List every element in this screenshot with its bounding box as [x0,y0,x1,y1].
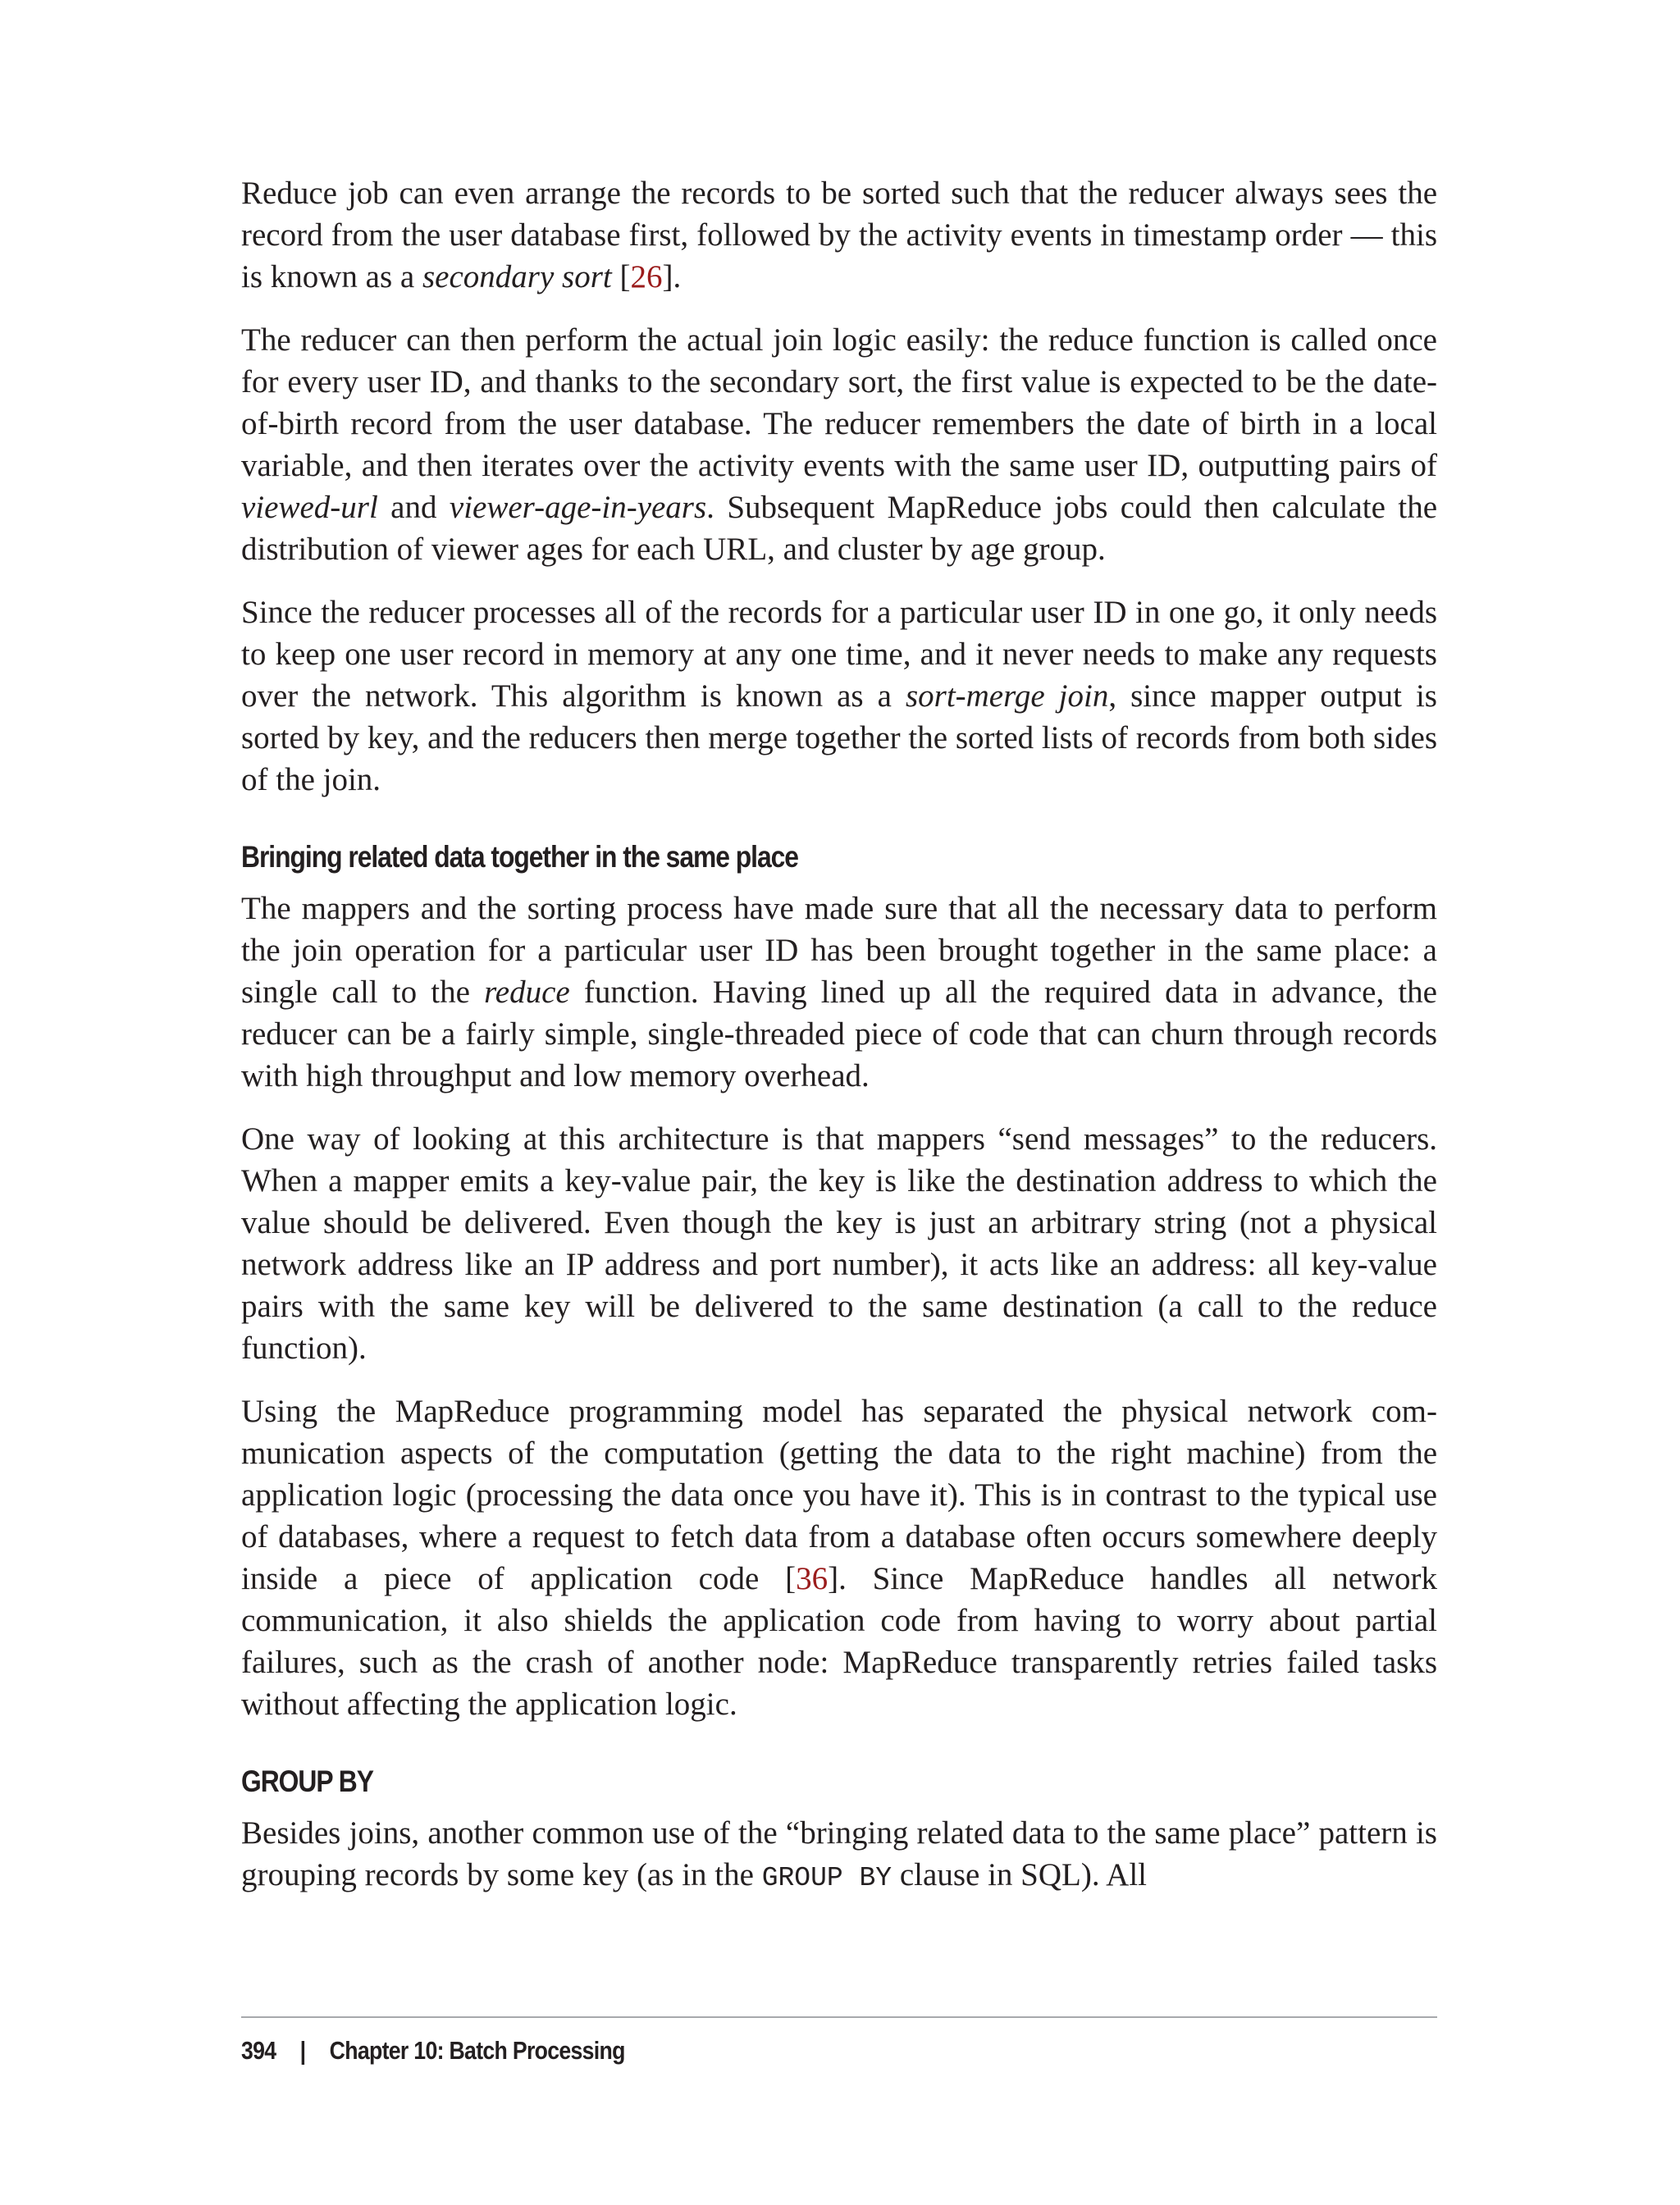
footer-separator: | [299,2036,306,2065]
reference-link-36[interactable]: 36 [796,1561,829,1596]
paragraph-programming-model [241,1390,1437,1725]
text-run: function. Having lined up all the required data in advance, the reducer can be a fairly simple, single-threaded piece of code that can churn through records with high throughput and low memory overhead. [241,975,1437,1093]
section-heading-group-by: GROUP BY [241,1764,373,1798]
term-viewer-age: viewer-age-in-years [449,490,707,525]
footer-line [241,2036,1270,2066]
page-number: 394 [241,2036,276,2065]
text-run: The reducer can then perform the actual join logic easily: the reduce function is called once for every user ID, and thanks to the secondary sort, the first value is expected to be the date-of-birth record from the user database. The reducer remembers the date of birth in a local variable, and then iterates over the activity events with the same user ID, outputting pairs of [241,322,1437,483]
text-run: and [377,490,450,525]
paragraph-grouping [241,1812,1437,1899]
section-heading-bringing-data: Bringing related data together in the same place [241,840,798,874]
paragraph-join-logic [241,319,1437,570]
term-viewed-url: viewed-url [241,490,378,525]
text-run: ]. [662,259,682,294]
text-run: , since mapper output is sorted by key, and the reducers then merge together the sorted lists of records from both sides of the join. [241,678,1437,797]
code-group-by: GROUP BY [761,1863,892,1893]
text-run: ]. Since MapReduce handles all network communication, it also shields the application code from having to worry about partial failures, such as the crash of another node: MapReduce transparently retries failed tasks without affecting the application logic. [241,1561,1437,1722]
page-body [241,172,1437,1920]
text-run: [ [611,259,631,294]
text-run: Using the MapReduce programming model has separated the physical network communication aspects of the computation (getting the data to the right machine) from the application logic (processing the data once you have it). This is in contrast to the typical use of databases, where a request to fetch data from a database often occurs somewhere deeply inside a piece of application code [ [241,1394,1437,1596]
chapter-title: Chapter 10: Batch Processing [329,2036,625,2065]
text-run: . Subsequent MapReduce jobs could then calculate the distribution of viewer ages for each URL, and cluster by age group. [241,490,1438,567]
term-sort-merge-join: sort-merge join [905,678,1109,714]
text-run: One way of looking at this architecture is that mappers “send messages” to the reducers. When a mapper emits a key-value pair, the key is like the destination address to which the value should be delivered. Even though the key is just an arbitrary string (not a physical network address like an IP address and port number), it acts like an address: all key-value pairs with the same key will be delivered to the same destination (a call to the reduce function). [241,1121,1437,1366]
paragraph-secondary-sort [241,172,1437,298]
text-run: The mappers and the sorting process have made sure that all the necessary data to perform the join operation for a particular user ID has been brought together in the same place: a single call to the [241,891,1437,1010]
term-reduce: reduce [484,975,570,1010]
reference-link-26[interactable]: 26 [630,259,663,294]
paragraph-send-messages [241,1118,1437,1369]
term-secondary-sort: secondary sort [422,259,612,294]
text-run: Reduce job can even arrange the records to be sorted such that the reducer always sees the record from the user database first, followed by the activity events in timestamp order — this is known as a [241,176,1437,294]
text-run: clause in SQL). All [892,1857,1148,1892]
text-run: Since the reducer processes all of the records for a particular user ID in one go, it only needs to keep one user record in memory at any one time, and it never needs to make any requests over the network. This algorithm is known as a [241,595,1437,714]
paragraph-mappers-sorting [241,888,1437,1097]
paragraph-sort-merge-join [241,591,1437,801]
text-run: Besides joins, another common use of the “bringing related data to the same place” pattern is grouping records by some key (as in the [241,1815,1437,1892]
page-footer [241,2016,1437,2066]
